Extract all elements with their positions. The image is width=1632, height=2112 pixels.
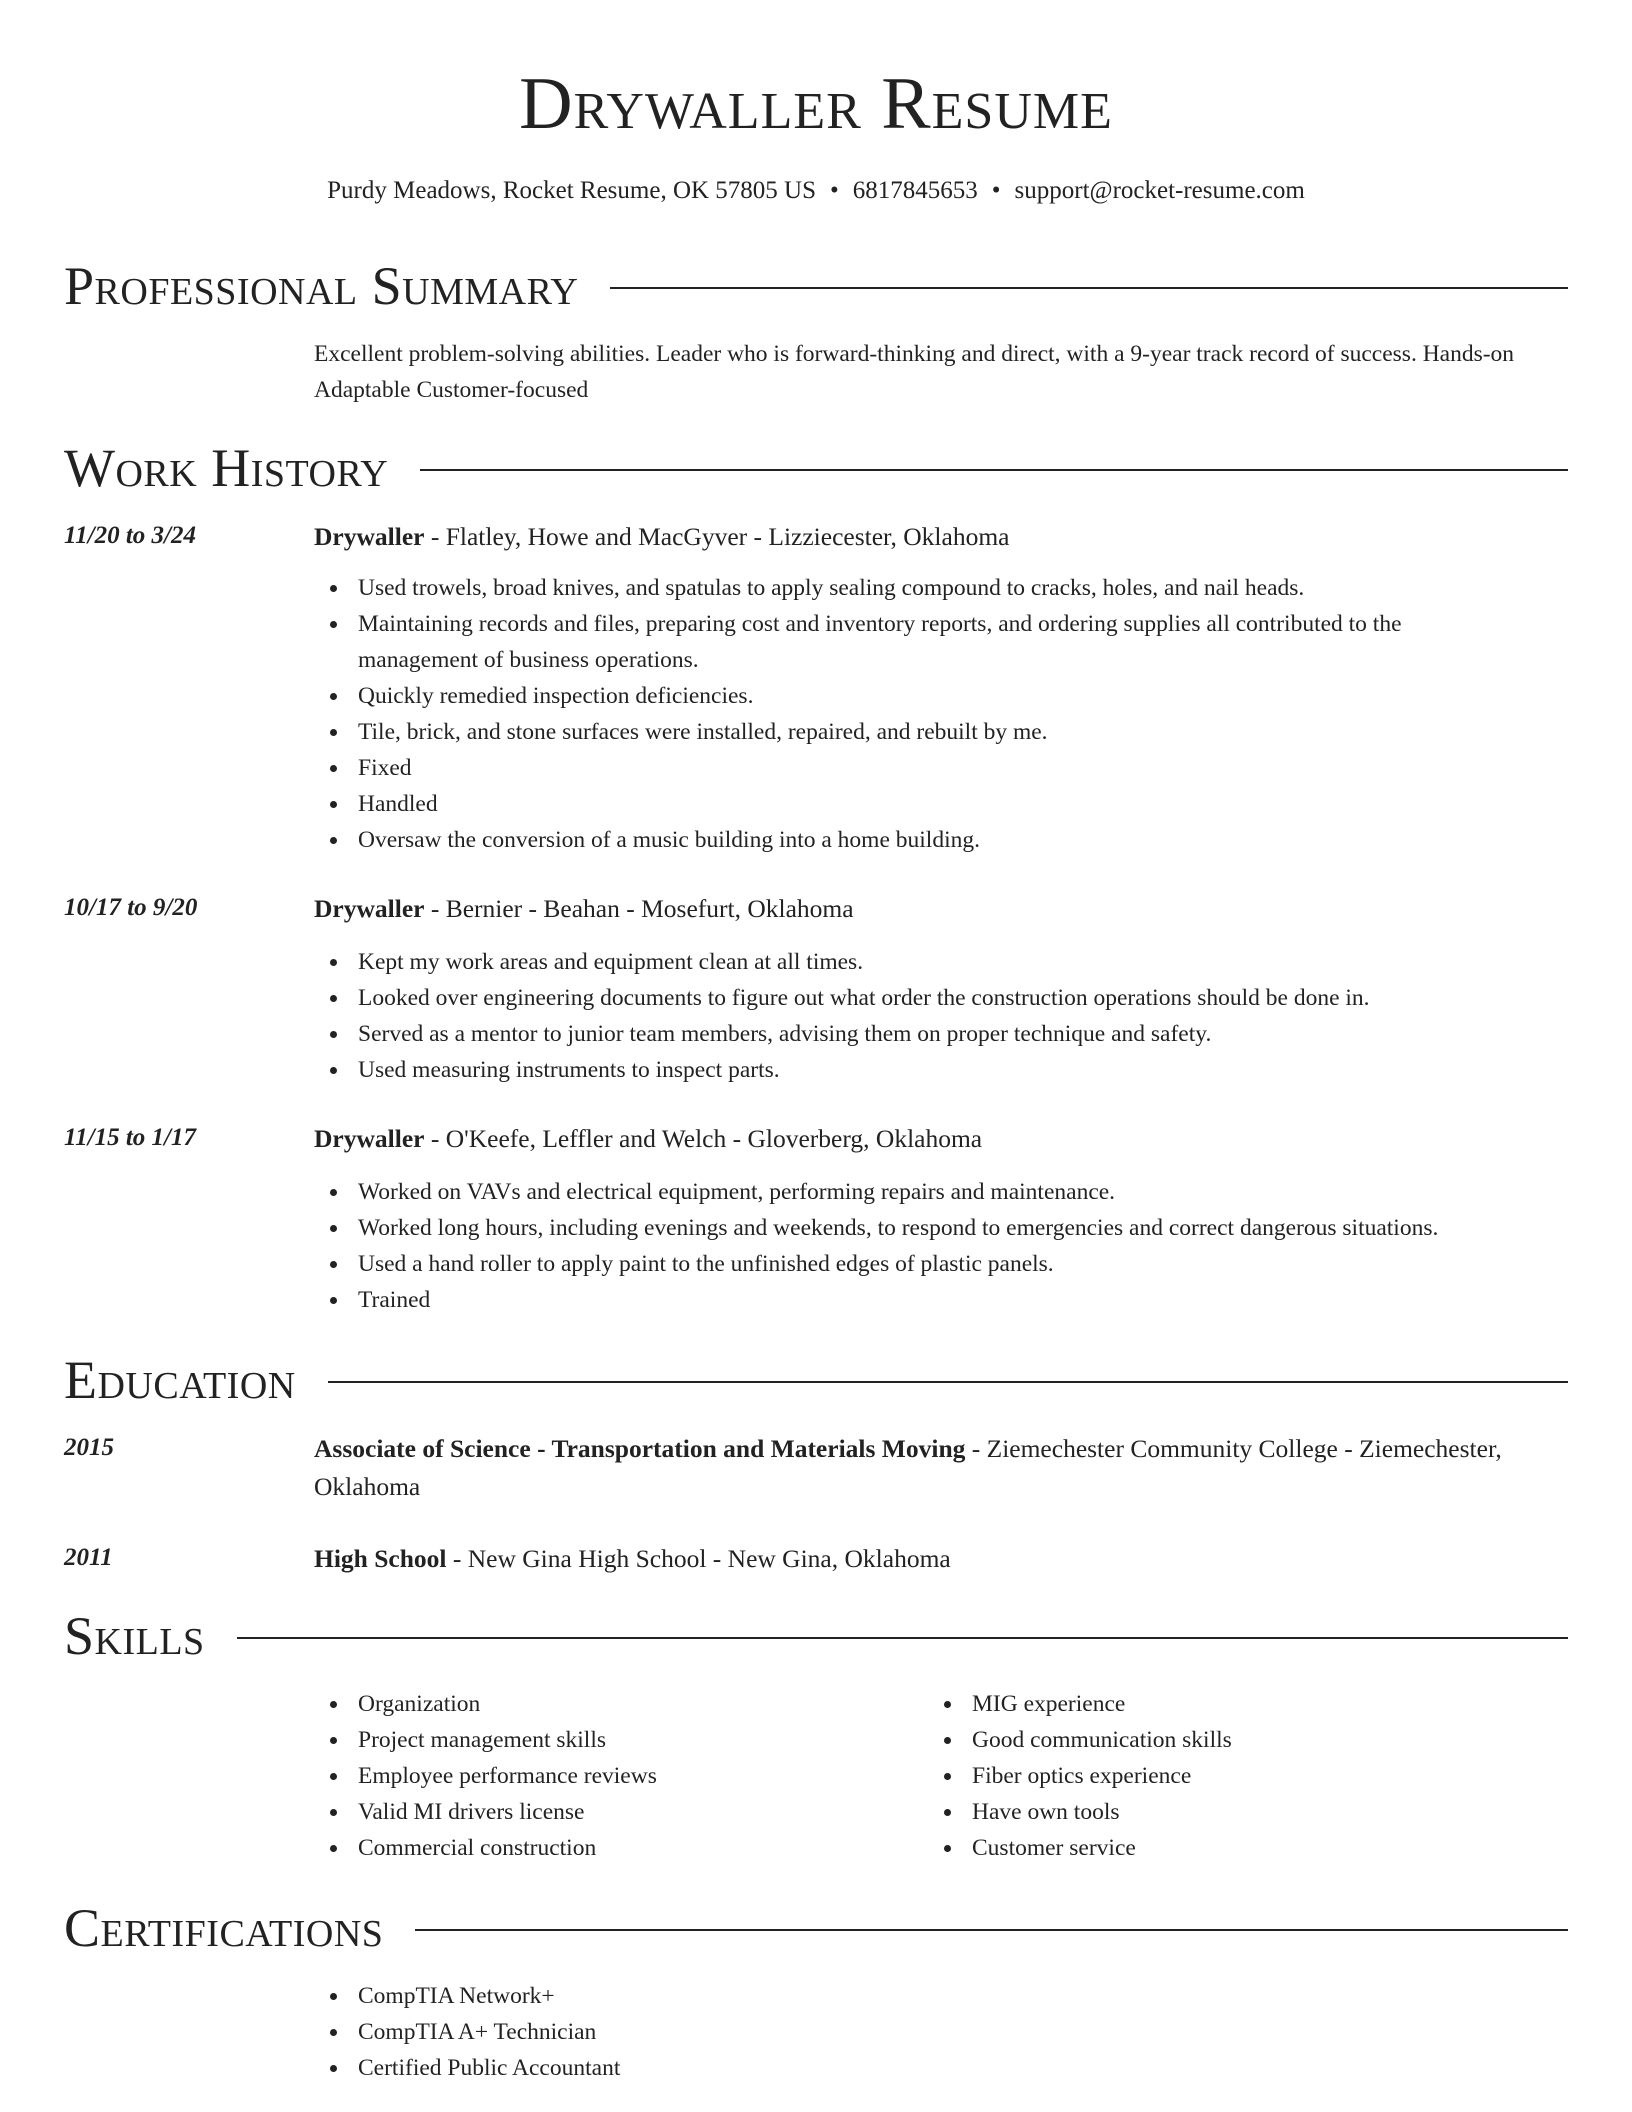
list-item: Quickly remedied inspection deficiencies.: [314, 678, 1514, 714]
certifications-list: [314, 1978, 1570, 2086]
contact-separator: •: [830, 177, 839, 204]
job-dates: 11/15 to 1/17: [64, 1124, 196, 1151]
skill-item: Fiber optics experience: [928, 1758, 1528, 1794]
list-item: Worked on VAVs and electrical equipment, performing repairs and maintenance.: [314, 1174, 1570, 1210]
contact-address: Purdy Meadows, Rocket Resume, OK 57805 US: [327, 177, 817, 204]
skill-item: MIG experience: [928, 1686, 1528, 1722]
section-title: Education: [64, 1350, 296, 1410]
skill-item: Commercial construction: [314, 1830, 914, 1866]
certification-item: CompTIA A+ Technician: [314, 2014, 1570, 2050]
job-title: Drywaller: [314, 522, 425, 551]
skill-item: Good communication skills: [928, 1722, 1528, 1758]
job-bullet-list: [314, 1174, 1570, 1318]
contact-separator: •: [991, 177, 1001, 204]
certification-item: CompTIA Network+: [314, 1978, 1570, 2014]
job-heading: [314, 890, 1570, 928]
list-item: Used trowels, broad knives, and spatulas to apply sealing compound to cracks, holes, and nail heads.: [314, 570, 1514, 606]
section-header-certifications: [64, 1896, 1568, 1960]
list-item: Tile, brick, and stone surfaces were installed, repaired, and rebuilt by me.: [314, 714, 1514, 750]
section-divider: [415, 1929, 1568, 1931]
skill-item: Project management skills: [314, 1722, 914, 1758]
skill-item: Organization: [314, 1686, 914, 1722]
section-divider: [420, 469, 1568, 471]
skill-item: Employee performance reviews: [314, 1758, 914, 1794]
job-dates: 10/17 to 9/20: [64, 894, 198, 921]
section-title: Skills: [64, 1606, 205, 1666]
skill-item: Valid MI drivers license: [314, 1794, 914, 1830]
job-heading: [314, 518, 1570, 556]
list-item: Worked long hours, including evenings and weekends, to respond to emergencies and correct dangerous situations.: [314, 1210, 1570, 1246]
education-details: - Ziemechester Community College - Ziemechester, Oklahoma: [314, 1434, 1502, 1501]
job-details: - Bernier - Beahan - Mosefurt, Oklahoma: [424, 894, 854, 923]
job-dates: 11/20 to 3/24: [64, 522, 196, 549]
list-item: Used a hand roller to apply paint to the unfinished edges of plastic panels.: [314, 1246, 1570, 1282]
education-year: 2011: [64, 1544, 113, 1571]
list-item: Handled: [314, 786, 1514, 822]
list-item: Oversaw the conversion of a music building into a home building.: [314, 822, 1514, 858]
section-header-work-history: [64, 436, 1568, 500]
certification-item: Certified Public Accountant: [314, 2050, 1570, 2086]
section-header-skills: [64, 1604, 1568, 1668]
section-divider: [328, 1381, 1568, 1383]
section-title: Professional Summary: [64, 256, 579, 316]
list-item: Used measuring instruments to inspect parts.: [314, 1052, 1570, 1088]
section-header-education: [64, 1348, 1568, 1412]
section-title: Work History: [64, 438, 389, 498]
education-year: 2015: [64, 1434, 114, 1461]
job-details: - Flatley, Howe and MacGyver - Lizziecester, Oklahoma: [424, 522, 1010, 551]
skill-item: Customer service: [928, 1830, 1528, 1866]
skills-list-right: [928, 1686, 1528, 1866]
list-item: Trained: [314, 1282, 1570, 1318]
list-item: Fixed: [314, 750, 1514, 786]
section-divider: [610, 287, 1568, 289]
skill-item: Have own tools: [928, 1794, 1528, 1830]
list-item: Kept my work areas and equipment clean at all times.: [314, 944, 1570, 980]
job-title: Drywaller: [314, 894, 425, 923]
contact-phone: 6817845653: [852, 177, 978, 204]
skills-list-left: [314, 1686, 914, 1866]
job-title: Drywaller: [314, 1124, 425, 1153]
section-title: Certifications: [64, 1898, 384, 1958]
list-item: Served as a mentor to junior team members, advising them on proper technique and safety.: [314, 1016, 1570, 1052]
education-degree: High School: [314, 1544, 447, 1573]
resume-title: Drywaller Resume: [519, 63, 1113, 145]
education-details: - New Gina High School - New Gina, Oklahoma: [446, 1544, 951, 1573]
job-details: - O'Keefe, Leffler and Welch - Gloverberg, Oklahoma: [424, 1124, 983, 1153]
list-item: Looked over engineering documents to figure out what order the construction operations should be done in.: [314, 980, 1570, 1016]
job-bullet-list: [314, 570, 1514, 858]
education-entry: [314, 1430, 1570, 1506]
education-entry: [314, 1540, 1570, 1578]
education-degree: Associate of Science - Transportation and Materials Moving: [314, 1434, 966, 1463]
contact-line: [0, 174, 1632, 208]
section-header-summary: [64, 254, 1568, 318]
list-item: Maintaining records and files, preparing cost and inventory reports, and ordering supplies all contributed to the management of business operations.: [314, 606, 1514, 678]
job-bullet-list: [314, 944, 1570, 1088]
section-divider: [237, 1637, 1568, 1639]
summary-text: Excellent problem-solving abilities. Leader who is forward-thinking and direct, with a 9-year track record of success. Hands-on Adaptable Customer-focused: [314, 341, 1515, 403]
job-heading: [314, 1120, 1570, 1158]
contact-email[interactable]: support@rocket-resume.com: [1014, 177, 1305, 204]
